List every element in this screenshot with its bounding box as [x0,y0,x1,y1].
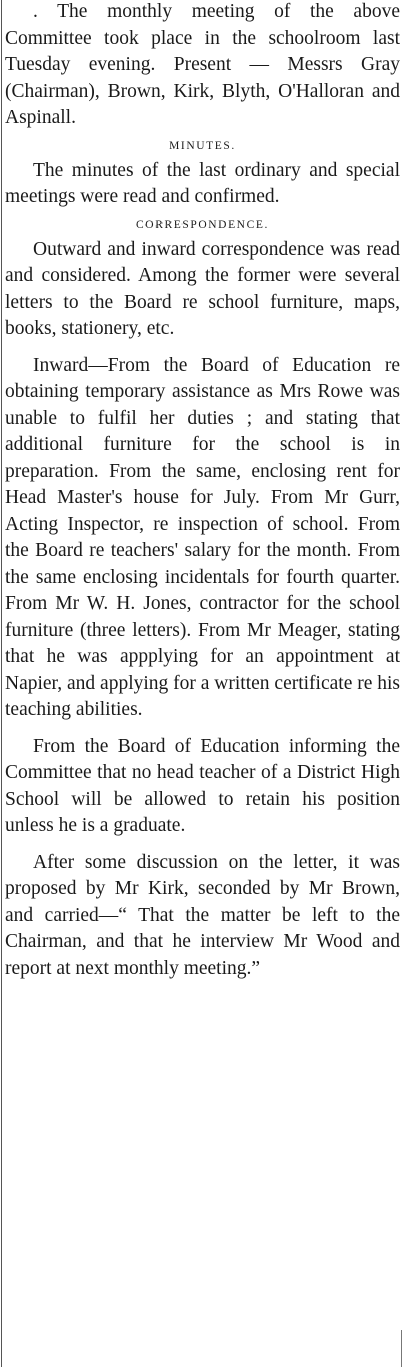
paragraph-meeting-intro: . The monthly meeting of the above Committee took place in the schoolroom last Tuesday evening. Present — Messrs Gray (Chairman), Brown, Kirk, Blyth, O'Halloran and Aspinall. [5,1,400,128]
paragraph-inward-correspondence: Inward—From the Board of Education re obtaining temporary assistance as Mrs Rowe was unable to fulfil her duties ; and stating that additional furniture for the school is in preparation. From the same, enclosing rent for Head Master's house for July. From Mr Gurr, Acting Inspector, re inspection of school. From the Board re teachers' salary for the month. From the same enclosing incidentals for fourth quarter. From Mr W. H. Jones, contractor for the school furniture (three letters). From Mr Meager, stating that he was appplying for an appointment at Napier, and applying for a written certificate re his teaching abilities. [5,354,401,720]
paragraph-minutes: The minutes of the last ordinary and special meetings were read and confirmed. [5,159,400,207]
column-rule-left [1,0,2,1367]
paragraph-board-graduate-notice: From the Board of Education informing the Committee that no head teacher of a District High School will be allowed to retain his position unless he is a graduate. [5,735,400,836]
paragraph-outward-correspondence: Outward and inward correspondence was read and considered. Among the former were several letters to the Board re school furniture, maps, books, stationery, etc. [5,238,400,339]
heading-minutes: MINUTES. [169,139,236,152]
heading-correspondence: CORRESPONDENCE. [136,218,269,231]
ink-smudge [140,218,188,230]
column-rule-right [401,1330,402,1367]
paragraph-resolution: After some discussion on the letter, it was proposed by Mr Kirk, seconded by Mr Brown, and carried—“ That the matter be left to the Chairman, and that he interview Mr Wood and report at next monthly meeting.” [5,851,400,979]
